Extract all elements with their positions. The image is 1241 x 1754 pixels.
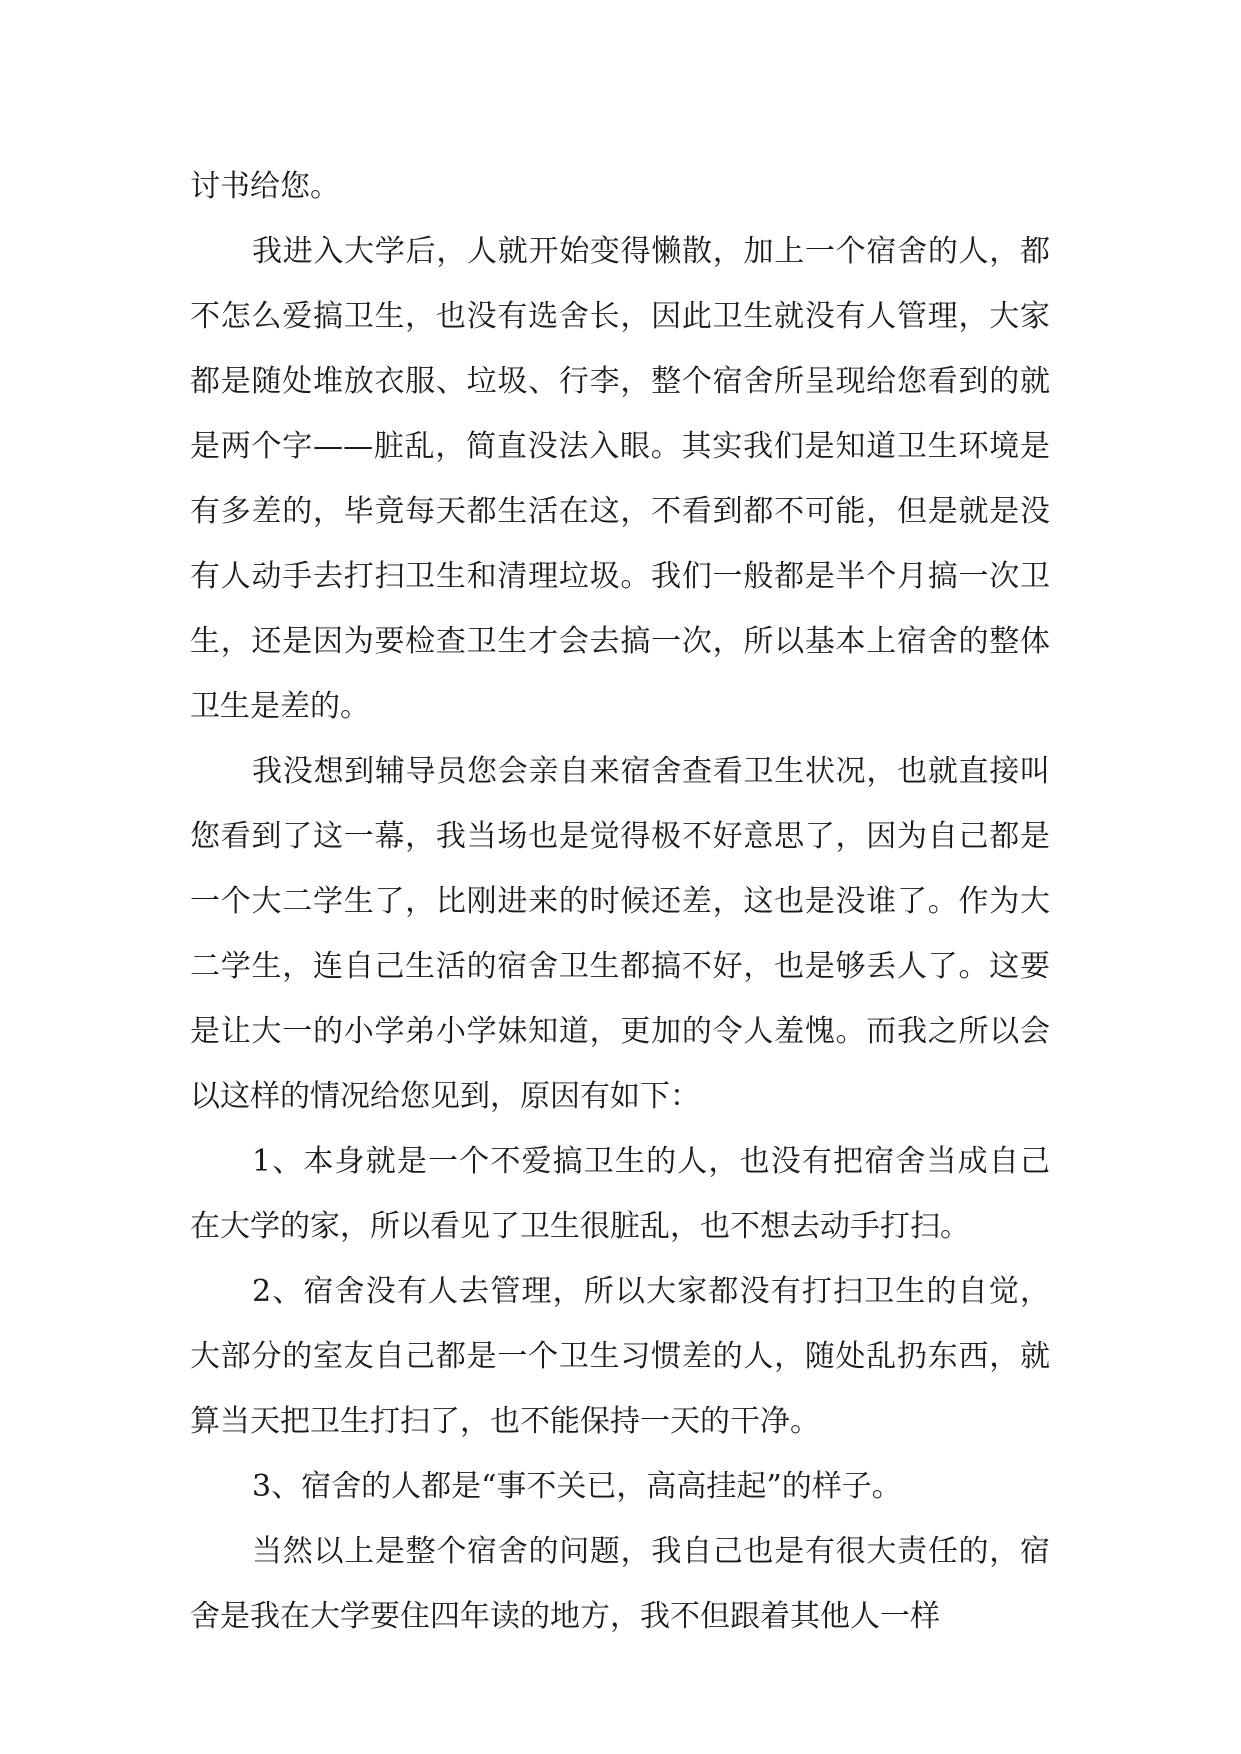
paragraph-responsibility: 当然以上是整个宿舍的问题，我自己也是有很大责任的，宿舍是我在大学要住四年读的地方，我不但跟着其他人一样 (190, 1534, 1050, 1634)
document-body (190, 154, 1050, 1649)
paragraph-reason-2: 2、宿舍没有人去管理，所以大家都没有打扫卫生的自觉，大部分的室友自己都是一个卫生习惯差的人，随处乱扔东西，就算当天把卫生打扫了，也不能保持一天的干净。 (190, 1274, 1050, 1439)
paragraph-dorm-hygiene: 我进入大学后，人就开始变得懒散，加上一个宿舍的人，都不怎么爱搞卫生，也没有选舍长，因此卫生就没有人管理，大家都是随处堆放衣服、垃圾、行李，整个宿舍所呈现给您看到的就是两个字——脏乱，简直没法入眼。其实我们是知道卫生环境是有多差的，毕竟每天都生活在这，不看到都不可能，但是就是没有人动手去打扫卫生和清理垃圾。我们一般都是半个月搞一次卫生，还是因为要检查卫生才会去搞一次，所以基本上宿舍的整体卫生是差的。 (190, 234, 1050, 724)
paragraph-reason-1: 1、本身就是一个不爱搞卫生的人，也没有把宿舍当成自己在大学的家，所以看见了卫生很脏乱，也不想去动手打扫。 (190, 1144, 1050, 1244)
paragraph-continuation: 讨书给您。 (190, 169, 340, 204)
paragraph-counselor-visit: 我没想到辅导员您会亲自来宿舍查看卫生状况，也就直接叫您看到了这一幕，我当场也是觉得极不好意思了，因为自己都是一个大二学生了，比刚进来的时候还差，这也是没谁了。作为大二学生，连自己生活的宿舍卫生都搞不好，也是够丢人了。这要是让大一的小学弟小学妹知道，更加的令人羞愧。而我之所以会以这样的情况给您见到，原因有如下： (190, 754, 1050, 1114)
paragraph-reason-3: 3、宿舍的人都是“事不关已，高高挂起”的样子。 (252, 1469, 902, 1504)
